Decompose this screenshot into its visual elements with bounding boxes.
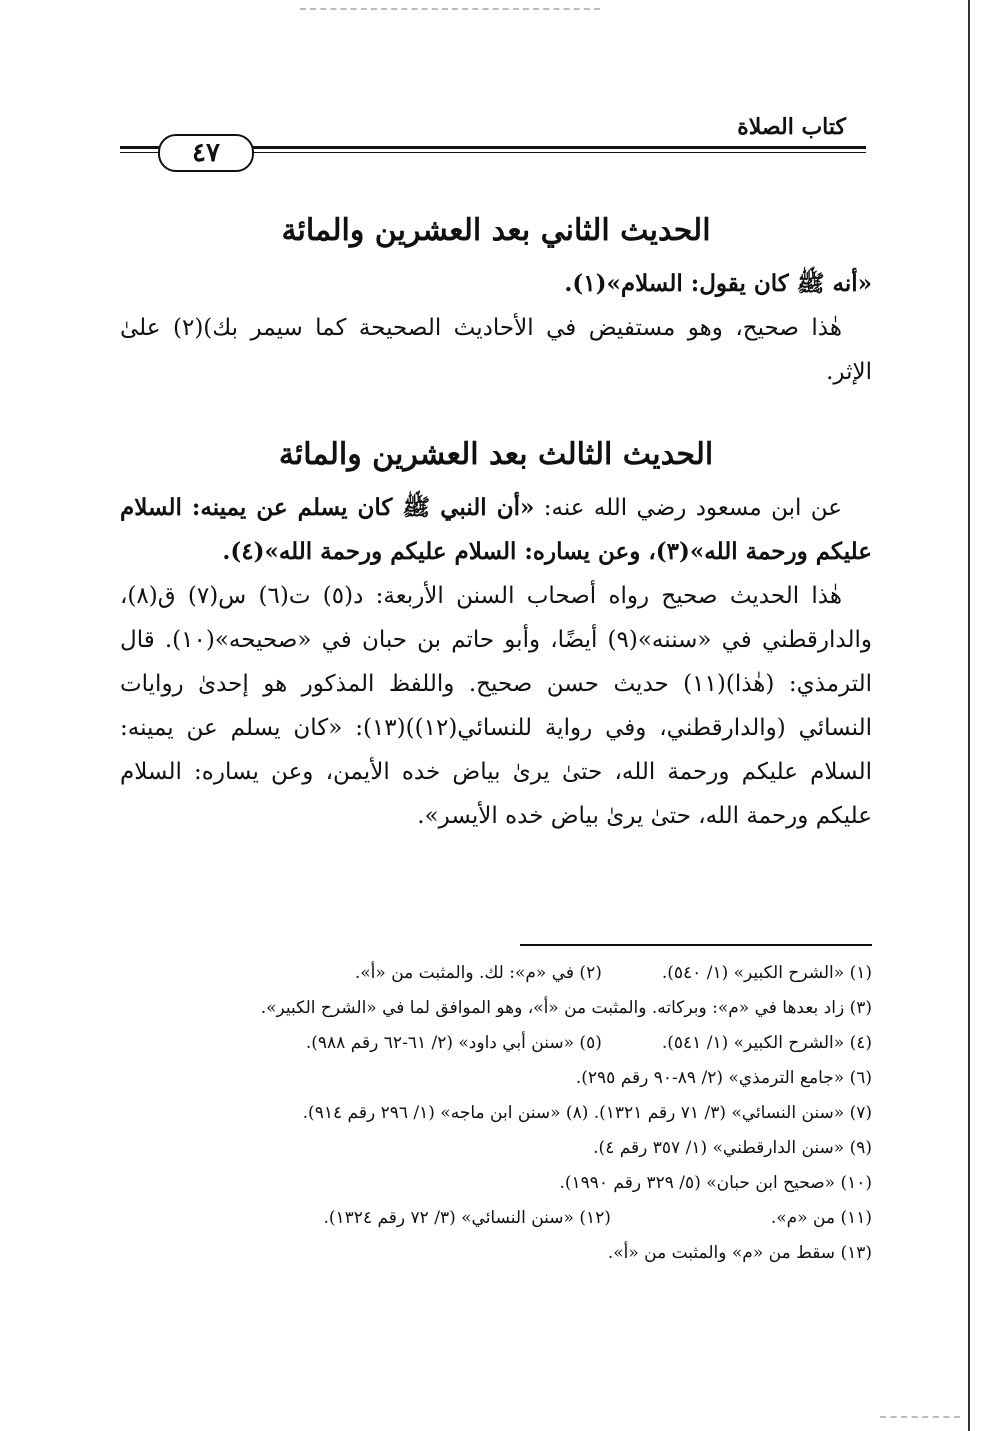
footnote-2: (٢) في «م»: لك. والمثبت من «أ».: [354, 963, 602, 983]
footnote-11: (١١) من «م».: [770, 1208, 872, 1228]
footnote-row: [120, 1166, 872, 1201]
main-text: [120, 200, 872, 838]
footnote-row: [120, 1061, 872, 1096]
footnote-5: (٥) «سنن أبي داود» (٢/ ٦١-٦٢ رقم ٩٨٨).: [305, 1033, 602, 1053]
footnote-row: [120, 1026, 872, 1061]
footnote-row: [120, 1131, 872, 1166]
footnote-row: [120, 991, 872, 1026]
hadith-123-narrator: عن ابن مسعود رضي الله عنه:: [534, 495, 842, 521]
scan-top-dashes: [300, 8, 600, 10]
hadith-122-text: «أنه ﷺ كان يقول: السلام»(١).: [564, 270, 872, 297]
footnote-7-8: (٧) «سنن النسائي» (٣/ ٧١ رقم ١٣٢١). (٨) «سنن ابن ماجه» (١/ ٢٩٦ رقم ٩١٤).: [302, 1103, 872, 1123]
footnote-6: (٦) «جامع الترمذي» (٢/ ٨٩-٩٠ رقم ٢٩٥).: [575, 1068, 872, 1088]
footnote-1: (١) «الشرح الكبير» (١/ ٥٤٠).: [661, 963, 872, 983]
footnote-row: [120, 1096, 872, 1131]
hadith-123-heading: الحديث الثالث بعد العشرين والمائة: [278, 437, 714, 472]
page-header: [120, 108, 866, 168]
scan-bottom-dashes: [880, 1416, 960, 1418]
footnote-row: [120, 1236, 872, 1271]
page-number: ٤٧: [158, 134, 254, 172]
footnote-4: (٤) «الشرح الكبير» (١/ ٥٤١).: [661, 1033, 872, 1053]
footnote-row: [120, 1201, 872, 1236]
hadith-123-text: [120, 486, 872, 574]
hadith-123-commentary: هٰذا الحديث صحيح رواه أصحاب السنن الأربعة: د(٥) ت(٦) س(٧) ق(٨)، والدارقطني في «سننه»(٩) أيضًا، وأبو حاتم بن حبان في «صحيحه»(١٠). قال الترمذي: (هٰذا)(١١) حديث حسن صحيح. واللفظ المذكور هو إحدىٰ روايات النسائي (والدارقطني، وفي رواية للنسائي(١٢))(١٣): «كان يسلم عن يمينه: السلام عليكم ورحمة الله، حتىٰ يرىٰ بياض خده الأيمن، وعن يساره: السلام عليكم ورحمة الله، حتىٰ يرىٰ بياض خده الأيسر».: [120, 583, 873, 829]
footnote-12: (١٢) «سنن النسائي» (٣/ ٧٢ رقم ١٣٢٤).: [323, 1208, 611, 1228]
scan-page-edge: [968, 0, 970, 1431]
footnote-separator: [520, 944, 872, 946]
footnote-row: [120, 956, 872, 991]
running-title: كتاب الصلاة: [737, 114, 846, 140]
hadith-123-quote: «أن النبي ﷺ كان يسلم عن يمينه: السلام عليكم ورحمة الله»(٣)، وعن يساره: السلام عليكم ورحمة الله»(٤).: [120, 494, 872, 565]
footnote-9: (٩) «سنن الدارقطني» (١/ ٣٥٧ رقم ٤).: [593, 1138, 872, 1158]
hadith-122-heading: الحديث الثاني بعد العشرين والمائة: [281, 213, 711, 248]
footnote-3: (٣) زاد بعدها في «م»: وبركاته. والمثبت من «أ»، وهو الموافق لما في «الشرح الكبير».: [260, 998, 872, 1018]
footnote-10: (١٠) «صحيح ابن حبان» (٥/ ٣٢٩ رقم ١٩٩٠).: [559, 1173, 872, 1193]
footnote-13: (١٣) سقط من «م» والمثبت من «أ».: [607, 1243, 872, 1263]
footnotes: [120, 956, 872, 1271]
hadith-122-commentary: هٰذا صحيح، وهو مستفيض في الأحاديث الصحيحة كما سيمر بك)(٢) علىٰ الإثر.: [120, 315, 872, 385]
